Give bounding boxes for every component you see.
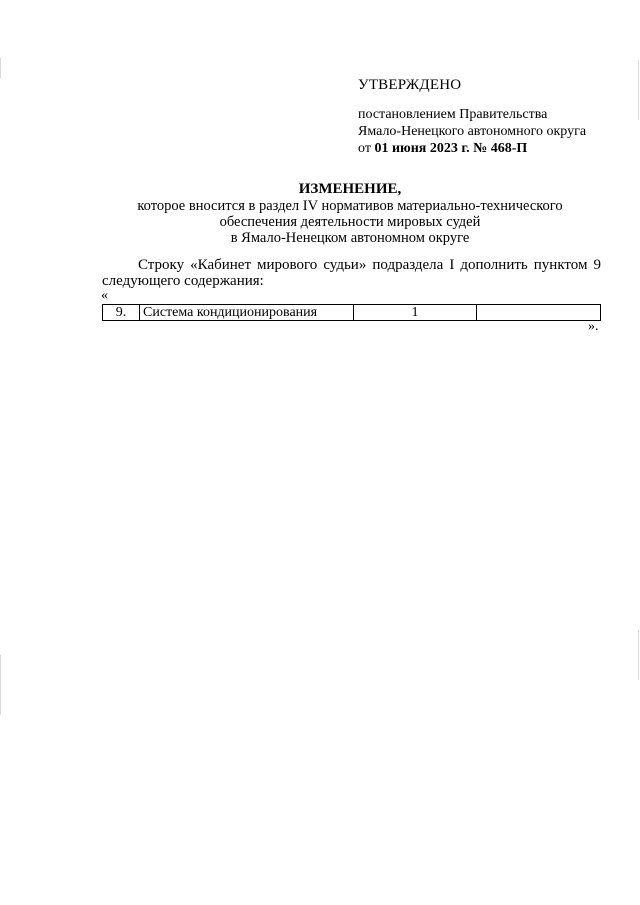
table-row xyxy=(103,305,601,321)
page-edge-right-lower xyxy=(638,630,639,680)
row-name-cell: Система кондиционирования xyxy=(140,305,354,321)
body-paragraph xyxy=(102,257,601,289)
document-heading xyxy=(100,180,600,246)
approval-date-number: 01 июня 2023 г. № 468-П xyxy=(374,141,528,156)
document-title: ИЗМЕНЕНИЕ, xyxy=(298,181,402,197)
document-subtitle-2: обеспечения деятельности мировых судей xyxy=(219,214,481,230)
row-number-cell: 9. xyxy=(103,305,140,321)
closing-quote: ». xyxy=(588,319,599,334)
body-paragraph-line-2: следующего содержания: xyxy=(102,273,264,289)
body-paragraph-line-1: Строку «Кабинет мирового судьи» подраздела I дополнить пунктом 9 xyxy=(138,257,601,273)
approval-line-3 xyxy=(358,140,628,157)
page-edge-right xyxy=(638,60,639,120)
approval-block xyxy=(358,76,628,157)
page-edge-left-lower xyxy=(0,655,1,715)
approval-heading: УТВЕРЖДЕНО xyxy=(358,77,462,93)
document-subtitle-1: которое вносится в раздел IV нормативов материально-технического xyxy=(137,198,563,214)
approval-date-prefix: от xyxy=(358,141,371,156)
row-extra-cell xyxy=(477,305,601,321)
opening-quote: « xyxy=(101,288,108,303)
document-subtitle-3: в Ямало-Ненецком автономном округе xyxy=(230,230,470,246)
items-table xyxy=(102,304,601,321)
approval-line-1: постановлением Правительства xyxy=(358,107,548,122)
page-edge-left xyxy=(0,58,1,78)
approval-line-2: Ямало-Ненецкого автономного округа xyxy=(358,124,587,139)
row-quantity-cell: 1 xyxy=(354,305,477,321)
